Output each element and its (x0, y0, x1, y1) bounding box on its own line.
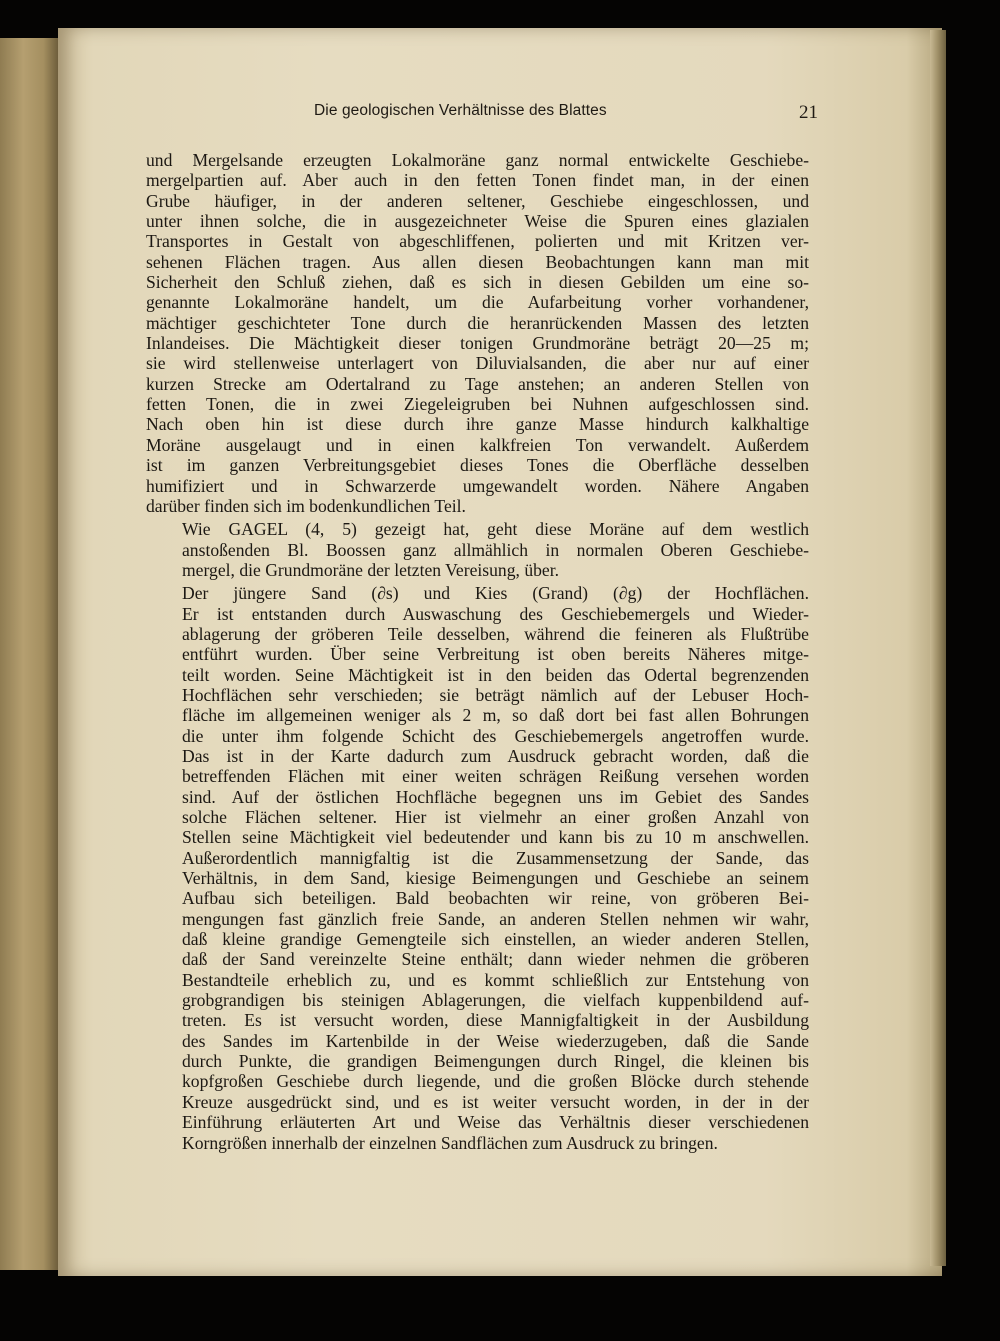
running-title: Die geologischen Verhältnisse des Blattes (314, 102, 607, 119)
text-line: Aufbau sich beteiligen. Bald beobachten wir reine, von gröberen Bei- (182, 888, 809, 909)
text-line: Moräne ausgelaugt und in einen kalkfreien Ton verwandelt. Außerdem (146, 434, 809, 455)
text-line: Außerordentlich mannigfaltig ist die Zusammensetzung der Sande, das (182, 847, 809, 868)
text-line: kopfgroßen Geschiebe durch liegende, und die großen Blöcke durch stehende (182, 1071, 809, 1092)
text-line: mengungen fast gänzlich freie Sande, an anderen Stellen nehmen wir wahr, (182, 908, 809, 929)
text-line: daß kleine grandige Gemengteile sich einstellen, an wieder anderen Stellen, (182, 929, 809, 950)
text-line: Verhältnis, in dem Sand, kiesige Beimengungen und Geschiebe an seinem (182, 868, 809, 889)
paragraph-juengerer-sand (146, 583, 809, 1153)
text-line: Transportes in Gestalt von abgeschliffenen, polierten und mit Kritzen ver- (146, 231, 809, 252)
text-line: mächtiger geschichteter Tone durch die heranrückenden Massen des letzten (146, 312, 809, 333)
text-line: sind. Auf der östlichen Hochfläche begegnen uns im Gebiet des Sandes (182, 786, 809, 807)
text-line: Inlandeises. Die Mächtigkeit dieser tonigen Grundmoräne beträgt 20—25 m; (146, 333, 809, 354)
text-line: Hochflächen sehr verschieden; sie beträgt nämlich auf der Lebuser Hoch- (182, 684, 809, 705)
text-line: solche Flächen seltener. Hier ist vielmehr an einer großen Anzahl von (182, 807, 809, 827)
text-line: Bestandteile erheblich zu, und es kommt schließlich zur Entstehung von (182, 969, 809, 990)
text-line: sehenen Flächen tragen. Aus allen diesen Beobachtungen kann man mit (146, 251, 809, 272)
text-line: Wie GAGEL (4, 5) gezeigt hat, geht diese Moräne auf dem westlich (182, 519, 809, 540)
page-edge-shadow (930, 30, 946, 1266)
text-line: fetten Tonen, die in zwei Ziegeleigruben bei Nuhnen aufgeschlossen sind. (146, 394, 809, 415)
page-header (0, 102, 1000, 126)
text-line: anstoßenden Bl. Boossen ganz allmählich in normalen Oberen Geschiebe- (182, 539, 809, 560)
text-line: Nach oben hin ist diese durch ihre ganze Masse hindurch kalkhaltige (146, 414, 809, 435)
text-line: Korngrößen innerhalb der einzelnen Sandflächen zum Ausdruck zu bringen. (182, 1132, 718, 1153)
text-line: ablagerung der gröberen Teile desselben, während die feineren als Flußtrübe (182, 623, 809, 644)
text-line: kurzen Strecke am Odertalrand zu Tage anstehen; an anderen Stellen von (146, 373, 809, 394)
text-line: humifiziert und in Schwarzerde umgewandelt worden. Nähere Angaben (146, 475, 809, 496)
text-line: betreffenden Flächen mit einer weiten schrägen Reißung versehen worden (182, 766, 809, 787)
text-line: daß der Sand vereinzelte Steine enthält; dann wieder nehmen die gröberen (182, 949, 809, 970)
text-line: Grube häufiger, in der anderen seltener, Geschiebe eingeschlossen, und (146, 190, 809, 211)
text-line: darüber finden sich im bodenkundlichen Teil. (146, 495, 466, 516)
text-line: teilt worden. Seine Mächtigkeit ist in den beiden das Odertal begrenzenden (182, 664, 809, 685)
text-line: durch Punkte, die grandigen Beimengungen durch Ringel, die kleinen bis (182, 1051, 809, 1072)
text-line: entführt wurden. Über seine Verbreitung ist oben bereits Näheres mitge- (182, 644, 809, 665)
text-line: Sicherheit den Schluß ziehen, daß es sich in diesen Gebilden um eine so- (146, 272, 809, 293)
text-line: Er ist entstanden durch Auswaschung des Geschiebemergels und Wieder- (182, 603, 809, 624)
text-line: und Mergelsande erzeugten Lokalmoräne ganz normal entwickelte Geschiebe- (146, 150, 809, 170)
text-line: sie wird stellenweise unterlagert von Diluvialsanden, die aber nur auf einer (146, 353, 809, 374)
text-line: Der jüngere Sand (∂s) und Kies (Grand) (∂g) der Hochflächen. (182, 583, 809, 604)
paragraph-gagel (146, 519, 809, 580)
text-line: genannte Lokalmoräne handelt, um die Aufarbeitung vorher vorhandener, (146, 292, 809, 313)
text-line: Einführung erläuterten Art und Weise das Verhältnis dieser verschiedenen (182, 1112, 809, 1133)
previous-page-edge (0, 38, 58, 1270)
text-line: fläche im allgemeinen weniger als 2 m, so daß dort bei fast allen Bohrungen (182, 705, 809, 726)
body-text (146, 150, 809, 1153)
text-line: unter ihnen solche, die in ausgezeichneter Weise die Spuren eines glazialen (146, 211, 809, 232)
text-line: mergelpartien auf. Aber auch in den fetten Tonen findet man, in der einen (146, 170, 809, 191)
text-line: Stellen seine Mächtigkeit viel bedeutender und kann bis zu 10 m anschwellen. (182, 827, 809, 848)
text-line: ist im ganzen Verbreitungsgebiet dieses Tones die Oberfläche desselben (146, 455, 809, 476)
paragraph-lokalmoraene (146, 150, 809, 516)
text-line: Das ist in der Karte dadurch zum Ausdruck gebracht worden, daß die (182, 745, 809, 766)
text-line: des Sandes im Kartenbilde in der Weise wiederzugeben, daß die Sande (182, 1030, 809, 1051)
text-line: Kreuze ausgedrückt sind, und es ist weiter versucht worden, in der in der (182, 1091, 809, 1112)
page-number: 21 (799, 102, 818, 123)
text-line: die unter ihm folgende Schicht des Geschiebemergels angetroffen wurde. (182, 725, 809, 746)
text-line: grobgrandigen bis steinigen Ablagerungen, die vielfach kuppenbildend auf- (182, 990, 809, 1011)
text-line: mergel, die Grundmoräne der letzten Vereisung, über. (182, 559, 560, 580)
text-line: treten. Es ist versucht worden, diese Mannigfaltigkeit in der Ausbildung (182, 1010, 809, 1031)
